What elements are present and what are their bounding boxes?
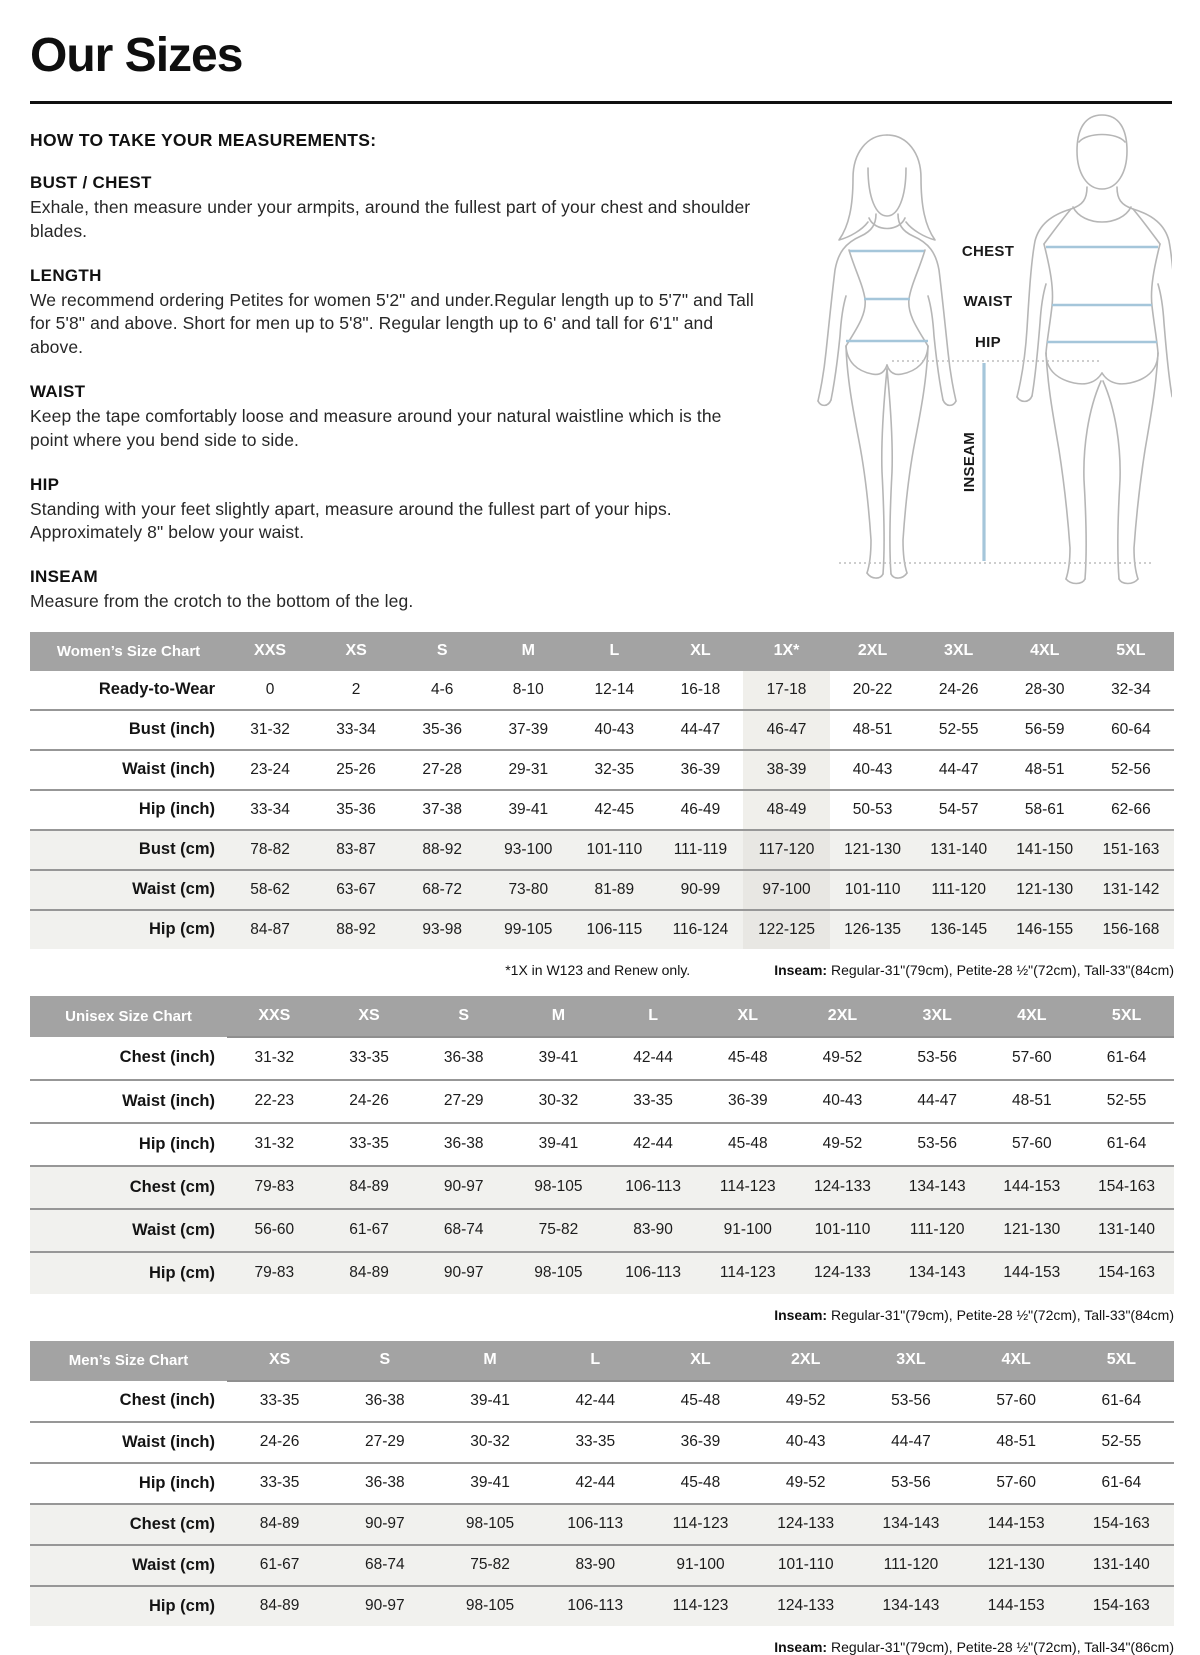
column-header: XS xyxy=(313,632,399,671)
size-cell: 54-57 xyxy=(938,800,979,818)
size-cell: 90-97 xyxy=(332,1504,437,1545)
column-header: XS xyxy=(227,1341,332,1381)
table-row xyxy=(30,1381,1174,1422)
size-cell: 33-35 xyxy=(259,1474,300,1492)
size-cell: 91-100 xyxy=(700,1209,795,1252)
section-body-inseam: Measure from the crotch to the bottom of the leg. xyxy=(30,591,414,612)
size-cell: 44-47 xyxy=(917,1092,957,1110)
table-row xyxy=(30,1422,1174,1463)
column-header: XXS xyxy=(227,632,313,671)
size-cell: 2 xyxy=(351,680,361,698)
size-cell: 134-143 xyxy=(858,1586,963,1626)
size-cell: 20-22 xyxy=(852,680,893,698)
size-cell: 79-83 xyxy=(227,1166,322,1209)
column-header: 3XL xyxy=(858,1341,963,1381)
size-cell: 144-153 xyxy=(964,1586,1069,1626)
table-row xyxy=(30,910,1174,949)
column-header: XL xyxy=(700,996,795,1037)
size-cell: 68-74 xyxy=(332,1545,437,1586)
size-cell: 49-52 xyxy=(822,1135,863,1153)
size-cell: 111-120 xyxy=(916,870,1002,910)
chest-label: CHEST xyxy=(961,243,1015,260)
row-label: Hip (inch) xyxy=(138,1473,215,1492)
size-cell: 83-90 xyxy=(543,1545,648,1586)
size-cell: 33-35 xyxy=(575,1433,616,1451)
size-cell: 48-51 xyxy=(1024,760,1065,778)
size-cell: 88-92 xyxy=(399,830,485,870)
size-cell: 52-55 xyxy=(938,720,979,738)
size-cell: 27-29 xyxy=(365,1433,405,1451)
size-cell: 78-82 xyxy=(227,830,313,870)
mens-size-chart xyxy=(30,1341,1172,1626)
waist-label: WAIST xyxy=(963,293,1013,310)
row-label: Waist (inch) xyxy=(122,1091,215,1110)
size-cell: 33-35 xyxy=(259,1392,300,1410)
size-cell: 117-120 xyxy=(743,830,829,870)
size-cell: 8-10 xyxy=(512,680,544,698)
size-cell: 33-34 xyxy=(250,800,290,818)
size-cell: 134-143 xyxy=(858,1504,963,1545)
size-cell: 116-124 xyxy=(657,910,743,949)
size-cell: 124-133 xyxy=(795,1166,890,1209)
size-cell: 106-113 xyxy=(543,1504,648,1545)
size-cell: 114-123 xyxy=(648,1586,753,1626)
instructions-column xyxy=(30,104,755,614)
table-row xyxy=(30,750,1174,790)
size-cell: 42-44 xyxy=(633,1135,673,1153)
size-cell: 42-45 xyxy=(594,800,635,818)
column-header: M xyxy=(485,632,571,671)
size-cell: 101-110 xyxy=(795,1209,890,1252)
size-cell: 63-67 xyxy=(313,870,399,910)
size-cell: 154-163 xyxy=(1069,1504,1174,1545)
column-header: XL xyxy=(648,1341,753,1381)
size-cell: 57-60 xyxy=(996,1474,1036,1492)
footnote: Inseam: Regular-31"(79cm), Petite-28 ½"(72cm), Tall-34"(86cm) xyxy=(774,1638,1174,1655)
page-title: Our Sizes xyxy=(30,29,243,82)
size-cell: 61-64 xyxy=(1106,1135,1147,1153)
size-cell: 40-43 xyxy=(822,1092,863,1110)
size-cell: 93-98 xyxy=(399,910,485,949)
size-cell: 33-35 xyxy=(349,1135,389,1153)
table-row xyxy=(30,671,1174,710)
size-cell: 12-14 xyxy=(594,680,635,698)
size-cell: 114-123 xyxy=(700,1166,795,1209)
size-cell: 106-113 xyxy=(543,1586,648,1626)
size-cell: 90-97 xyxy=(332,1586,437,1626)
size-cell: 4-6 xyxy=(430,680,454,698)
size-cell: 75-82 xyxy=(511,1209,606,1252)
row-label: Bust (cm) xyxy=(30,830,227,870)
row-label: Waist (cm) xyxy=(30,870,227,910)
body-figures-illustration xyxy=(782,110,1172,590)
measurement-instructions-section xyxy=(30,104,1172,614)
size-cell: 81-89 xyxy=(571,870,657,910)
size-cell: 36-39 xyxy=(680,1433,721,1451)
size-cell: 83-90 xyxy=(606,1209,701,1252)
size-cell: 121-130 xyxy=(964,1545,1069,1586)
size-cell: 111-119 xyxy=(657,830,743,870)
size-cell: 28-30 xyxy=(1024,680,1065,698)
section-body-hip: Standing with your feet slightly apart, measure around the fullest part of your hips. Approximately 8" below your waist. xyxy=(30,498,672,543)
size-cell: 84-87 xyxy=(227,910,313,949)
size-cell: 83-87 xyxy=(313,830,399,870)
size-cell: 68-74 xyxy=(416,1209,511,1252)
size-cell: 53-56 xyxy=(917,1049,957,1067)
column-header: 4XL xyxy=(1002,632,1088,671)
size-cell: 40-43 xyxy=(785,1433,826,1451)
column-header: S xyxy=(332,1341,437,1381)
row-label: Waist (cm) xyxy=(30,1545,227,1586)
size-cell: 45-48 xyxy=(727,1049,768,1067)
table-title: Unisex Size Chart xyxy=(30,996,227,1037)
size-cell: 84-89 xyxy=(322,1166,417,1209)
section-title-hip: HIP xyxy=(30,474,60,494)
column-header: 5XL xyxy=(1088,632,1174,671)
size-cell: 39-41 xyxy=(538,1135,579,1153)
size-cell: 49-52 xyxy=(822,1049,863,1067)
man-figure-outline xyxy=(1017,115,1172,584)
column-header: S xyxy=(399,632,485,671)
row-label: Chest (inch) xyxy=(119,1048,215,1067)
size-cell: 57-60 xyxy=(1012,1135,1052,1153)
size-cell: 154-163 xyxy=(1079,1166,1174,1209)
row-label: Ready-to-Wear xyxy=(98,680,215,699)
size-cell: 53-56 xyxy=(917,1135,957,1153)
size-cell: 57-60 xyxy=(1012,1049,1052,1067)
size-cell: 121-130 xyxy=(830,830,916,870)
instructions-heading: HOW TO TAKE YOUR MEASUREMENTS: xyxy=(30,130,377,150)
size-cell: 131-140 xyxy=(916,830,1002,870)
size-cell: 52-55 xyxy=(1106,1092,1147,1110)
size-cell: 53-56 xyxy=(891,1474,931,1492)
size-cell: 52-56 xyxy=(1111,760,1151,778)
row-label: Hip (inch) xyxy=(138,800,215,819)
womens-size-chart-footnotes xyxy=(30,962,1174,978)
size-cell: 50-53 xyxy=(852,800,893,818)
section-title-inseam: INSEAM xyxy=(30,567,98,587)
section-title-bust-chest: BUST / CHEST xyxy=(30,173,152,192)
row-label: Bust (inch) xyxy=(128,720,215,739)
size-cell: 84-89 xyxy=(227,1586,332,1626)
size-cell: 62-66 xyxy=(1111,800,1151,818)
size-cell: 61-64 xyxy=(1106,1049,1147,1067)
mens-size-chart-footnotes xyxy=(30,1639,1174,1655)
table-row xyxy=(30,1209,1174,1252)
table-row xyxy=(30,1545,1174,1586)
size-cell: 136-145 xyxy=(916,910,1002,949)
section-body-waist: Keep the tape comfortably loose and measure around your natural waistline which is the point where you bend side to side. xyxy=(30,405,722,450)
size-cell: 97-100 xyxy=(743,870,829,910)
size-cell: 36-38 xyxy=(443,1049,484,1067)
table-title: Women’s Size Chart xyxy=(30,632,227,671)
size-cell: 42-44 xyxy=(633,1049,673,1067)
column-header: XXS xyxy=(227,996,322,1037)
size-cell: 144-153 xyxy=(985,1166,1080,1209)
size-cell: 98-105 xyxy=(511,1166,606,1209)
section-body-bust-chest: Exhale, then measure under your armpits, around the fullest part of your chest and shoulder blades. xyxy=(30,197,751,241)
size-cell: 106-115 xyxy=(571,910,657,949)
row-label: Chest (cm) xyxy=(30,1166,227,1209)
size-cell: 154-163 xyxy=(1079,1252,1174,1294)
table-row xyxy=(30,1037,1174,1080)
size-cell: 24-26 xyxy=(259,1433,300,1451)
size-cell: 124-133 xyxy=(753,1504,858,1545)
size-cell: 23-24 xyxy=(250,760,290,778)
size-cell: 27-28 xyxy=(422,760,463,778)
size-cell: 16-18 xyxy=(680,680,721,698)
size-cell: 42-44 xyxy=(575,1474,616,1492)
column-header: 5XL xyxy=(1079,996,1174,1037)
size-cell: 111-120 xyxy=(890,1209,985,1252)
size-cell: 131-140 xyxy=(1069,1545,1174,1586)
size-cell: 45-48 xyxy=(680,1392,721,1410)
column-header: L xyxy=(543,1341,648,1381)
row-label: Waist (inch) xyxy=(122,760,215,779)
size-cell: 36-38 xyxy=(365,1392,405,1410)
size-cell: 35-36 xyxy=(422,720,463,738)
size-cell: 31-32 xyxy=(250,720,290,738)
size-cell: 46-47 xyxy=(743,710,829,750)
size-cell: 60-64 xyxy=(1111,720,1151,738)
column-header: 4XL xyxy=(964,1341,1069,1381)
size-cell: 90-97 xyxy=(416,1166,511,1209)
size-cell: 56-59 xyxy=(1024,720,1065,738)
size-cell: 61-64 xyxy=(1101,1474,1142,1492)
size-cell: 144-153 xyxy=(985,1252,1080,1294)
size-cell: 124-133 xyxy=(795,1252,890,1294)
size-cell: 106-113 xyxy=(606,1252,701,1294)
row-label: Chest (cm) xyxy=(30,1504,227,1545)
size-cell: 17-18 xyxy=(743,671,829,710)
size-cell: 24-26 xyxy=(349,1092,389,1110)
size-cell: 124-133 xyxy=(753,1586,858,1626)
size-cell: 39-41 xyxy=(508,800,549,818)
size-cell: 114-123 xyxy=(700,1252,795,1294)
table-row xyxy=(30,1123,1174,1166)
row-label: Chest (inch) xyxy=(119,1391,215,1410)
column-header: 2XL xyxy=(830,632,916,671)
size-cell: 27-29 xyxy=(443,1092,484,1110)
table-row xyxy=(30,1166,1174,1209)
size-cell: 57-60 xyxy=(996,1392,1036,1410)
size-cell: 114-123 xyxy=(648,1504,753,1545)
size-cell: 131-142 xyxy=(1088,870,1174,910)
size-cell: 121-130 xyxy=(985,1209,1080,1252)
unisex-size-chart xyxy=(30,996,1172,1294)
womens-size-chart xyxy=(30,632,1172,949)
size-cell: 90-97 xyxy=(416,1252,511,1294)
inseam-label: INSEAM xyxy=(961,431,978,493)
footnote: *1X in W123 and Renew only. xyxy=(505,961,691,978)
size-cell: 31-32 xyxy=(254,1135,295,1153)
table-row xyxy=(30,1080,1174,1123)
size-cell: 99-105 xyxy=(485,910,571,949)
size-cell: 131-140 xyxy=(1079,1209,1174,1252)
size-cell: 91-100 xyxy=(648,1545,753,1586)
row-label: Waist (cm) xyxy=(30,1209,227,1252)
column-header: 5XL xyxy=(1069,1341,1174,1381)
size-cell: 30-32 xyxy=(470,1433,510,1451)
size-cell: 48-51 xyxy=(852,720,893,738)
column-header: M xyxy=(511,996,606,1037)
size-cell: 33-34 xyxy=(336,720,376,738)
size-cell: 46-49 xyxy=(680,800,721,818)
section-body-length: We recommend ordering Petites for women 5'2" and under.Regular length up to 5'7" and Tall for 5'8" and above. Short for men up to 5'8". Regular length up to 6' and tall for 6'1" and above. xyxy=(30,289,754,358)
size-cell: 36-39 xyxy=(727,1092,768,1110)
section-title-waist: WAIST xyxy=(30,381,86,401)
size-cell: 44-47 xyxy=(891,1433,931,1451)
size-cell: 33-35 xyxy=(349,1049,389,1067)
size-cell: 126-135 xyxy=(830,910,916,949)
size-cell: 106-113 xyxy=(606,1166,701,1209)
size-cell: 61-67 xyxy=(322,1209,417,1252)
column-header: 2XL xyxy=(795,996,890,1037)
row-label: Hip (cm) xyxy=(30,1252,227,1294)
size-cell: 134-143 xyxy=(890,1252,985,1294)
table-row xyxy=(30,710,1174,750)
section-title-length: LENGTH xyxy=(30,265,102,285)
size-cell: 61-64 xyxy=(1101,1392,1142,1410)
size-cell: 29-31 xyxy=(508,760,549,778)
column-header: S xyxy=(416,996,511,1037)
size-cell: 36-39 xyxy=(680,760,721,778)
size-cell: 32-34 xyxy=(1111,680,1151,698)
size-cell: 156-168 xyxy=(1088,910,1174,949)
size-cell: 39-41 xyxy=(470,1474,510,1492)
hip-label: HIP xyxy=(975,334,1001,351)
size-cell: 42-44 xyxy=(575,1392,616,1410)
size-cell: 101-110 xyxy=(830,870,916,910)
size-cell: 36-38 xyxy=(443,1135,484,1153)
size-cell: 45-48 xyxy=(680,1474,721,1492)
size-cell: 38-39 xyxy=(743,750,829,790)
table-row xyxy=(30,870,1174,910)
size-cell: 93-100 xyxy=(485,830,571,870)
size-cell: 111-120 xyxy=(858,1545,963,1586)
size-cell: 75-82 xyxy=(437,1545,542,1586)
column-header: 3XL xyxy=(890,996,985,1037)
woman-figure-outline xyxy=(818,135,956,578)
size-cell: 134-143 xyxy=(890,1166,985,1209)
size-cell: 40-43 xyxy=(594,720,635,738)
size-cell: 98-105 xyxy=(437,1504,542,1545)
size-cell: 48-51 xyxy=(1012,1092,1052,1110)
size-cell: 58-62 xyxy=(227,870,313,910)
unisex-size-chart-footnotes xyxy=(30,1307,1174,1323)
size-cell: 141-150 xyxy=(1002,830,1088,870)
table-title: Men’s Size Chart xyxy=(30,1341,227,1381)
size-cell: 39-41 xyxy=(470,1392,510,1410)
row-label: Hip (cm) xyxy=(30,910,227,949)
size-cell: 33-35 xyxy=(633,1092,673,1110)
size-cell: 146-155 xyxy=(1002,910,1088,949)
table-row xyxy=(30,1504,1174,1545)
table-row xyxy=(30,790,1174,830)
table-row xyxy=(30,1252,1174,1294)
footnote: Inseam: Regular-31"(79cm), Petite-28 ½"(72cm), Tall-33"(84cm) xyxy=(774,961,1174,978)
size-cell: 58-61 xyxy=(1024,800,1065,818)
column-header: 2XL xyxy=(753,1341,858,1381)
size-cell: 49-52 xyxy=(785,1474,826,1492)
column-header: L xyxy=(606,996,701,1037)
column-header: XL xyxy=(657,632,743,671)
size-cell: 90-99 xyxy=(657,870,743,910)
size-cell: 52-55 xyxy=(1101,1433,1142,1451)
size-cell: 44-47 xyxy=(938,760,979,778)
table-row xyxy=(30,830,1174,870)
size-cell: 35-36 xyxy=(336,800,376,818)
size-cell: 56-60 xyxy=(227,1209,322,1252)
size-cell: 48-49 xyxy=(743,790,829,830)
column-header: 4XL xyxy=(985,996,1080,1037)
size-cell: 36-38 xyxy=(365,1474,405,1492)
size-cell: 0 xyxy=(265,680,275,698)
size-cell: 24-26 xyxy=(938,680,979,698)
size-cell: 154-163 xyxy=(1069,1586,1174,1626)
size-cell: 25-26 xyxy=(336,760,376,778)
row-label: Waist (inch) xyxy=(122,1432,215,1451)
size-cell: 48-51 xyxy=(996,1433,1036,1451)
size-cell: 88-92 xyxy=(313,910,399,949)
size-cell: 101-110 xyxy=(753,1545,858,1586)
row-label: Hip (inch) xyxy=(138,1134,215,1153)
footnote: Inseam: Regular-31"(79cm), Petite-28 ½"(72cm), Tall-33"(84cm) xyxy=(774,1306,1174,1323)
size-cell: 151-163 xyxy=(1088,830,1174,870)
size-cell: 53-56 xyxy=(891,1392,931,1410)
size-cell: 30-32 xyxy=(538,1092,579,1110)
size-cell: 32-35 xyxy=(594,760,635,778)
table-row xyxy=(30,1463,1174,1504)
size-cell: 31-32 xyxy=(254,1049,295,1067)
size-cell: 61-67 xyxy=(227,1545,332,1586)
table-row xyxy=(30,1586,1174,1626)
size-cell: 40-43 xyxy=(852,760,893,778)
size-cell: 73-80 xyxy=(485,870,571,910)
size-cell: 45-48 xyxy=(727,1135,768,1153)
size-cell: 98-105 xyxy=(437,1586,542,1626)
size-cell: 39-41 xyxy=(538,1049,579,1067)
column-header: M xyxy=(437,1341,542,1381)
column-header: XS xyxy=(322,996,417,1037)
size-cell: 84-89 xyxy=(322,1252,417,1294)
measurement-diagram xyxy=(782,110,1172,595)
size-cell: 68-72 xyxy=(399,870,485,910)
size-cell: 101-110 xyxy=(571,830,657,870)
size-cell: 22-23 xyxy=(254,1092,295,1110)
size-cell: 122-125 xyxy=(743,910,829,949)
size-cell: 79-83 xyxy=(227,1252,322,1294)
size-cell: 37-38 xyxy=(422,800,463,818)
size-cell: 44-47 xyxy=(680,720,721,738)
column-header: L xyxy=(571,632,657,671)
column-header: 1X* xyxy=(743,632,829,671)
column-header: 3XL xyxy=(916,632,1002,671)
size-cell: 98-105 xyxy=(511,1252,606,1294)
size-cell: 121-130 xyxy=(1002,870,1088,910)
size-cell: 84-89 xyxy=(227,1504,332,1545)
size-cell: 144-153 xyxy=(964,1504,1069,1545)
row-label: Hip (cm) xyxy=(30,1586,227,1626)
size-cell: 49-52 xyxy=(785,1392,826,1410)
size-cell: 37-39 xyxy=(508,720,549,738)
